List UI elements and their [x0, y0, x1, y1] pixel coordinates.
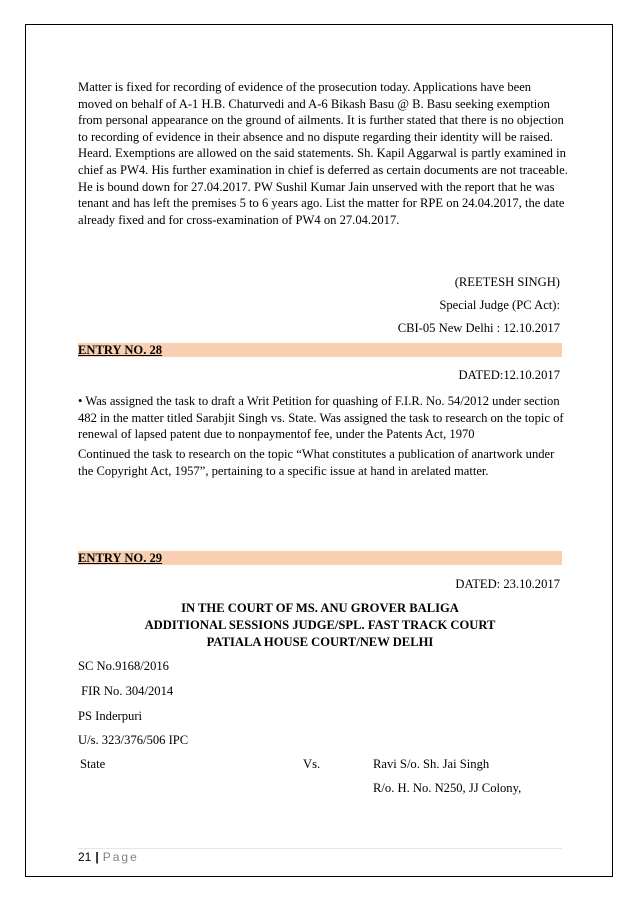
- signature-place-date: CBI-05 New Delhi : 12.10.2017: [397, 321, 560, 335]
- case-sc-no: SC No.9168/2016: [78, 659, 169, 673]
- entry-29-date: DATED: 23.10.2017: [455, 577, 560, 591]
- footer-divider: [78, 848, 562, 849]
- court-heading-line2: ADDITIONAL SESSIONS JUDGE/SPL. FAST TRACK COURT: [144, 618, 496, 632]
- entry-28-continued: Continued the task to research on the topic “What constitutes a publication of anartwork under the Copyright Act, 1957”, pertaining to a specific issue at hand in arelated matter.: [78, 447, 555, 478]
- entry-28-label: ENTRY NO. 28: [78, 343, 163, 357]
- entry-28-date: DATED:12.10.2017: [458, 368, 560, 382]
- party-accused: Ravi S/o. Sh. Jai Singh: [373, 757, 490, 771]
- signature-designation: Special Judge (PC Act):: [439, 298, 560, 312]
- case-police-station: PS Inderpuri: [78, 709, 143, 723]
- page-footer: [78, 850, 139, 864]
- page-label: Page: [102, 850, 139, 864]
- entry-29-label: ENTRY NO. 29: [78, 551, 163, 565]
- court-heading-line3: PATIALA HOUSE COURT/NEW DELHI: [206, 635, 434, 649]
- accused-address: R/o. H. No. N250, JJ Colony,: [373, 781, 522, 795]
- case-sections: U/s. 323/376/506 IPC: [78, 733, 189, 747]
- versus-label: Vs.: [303, 757, 321, 771]
- footer-separator: |: [95, 850, 99, 864]
- entry-28-bullet: • Was assigned the task to draft a Writ Petition for quashing of F.I.R. No. 54/2012 under section 482 in the matter titled Sarabjit Singh vs. State. Was assigned the task to research on the topic of renewal of lapsed patent due to nonpaymentof fee, under the Patents Act, 1970: [78, 394, 564, 442]
- case-fir-no: FIR No. 304/2014: [78, 684, 174, 698]
- page-number: 21: [78, 850, 92, 864]
- party-state: State: [80, 757, 106, 771]
- signature-name: (REETESH SINGH): [454, 275, 560, 289]
- paragraph-proceedings: Matter is fixed for recording of evidence of the prosecution today. Applications have been moved on behalf of A-1 H.B. Chaturvedi and A-6 Bikash Basu @ B. Basu seeking exemption from personal appearance on the ground of ailments. It is further stated that there is no objection to recording of evidence in their absence and no dispute regarding their identity will be raised. Heard. Exemptions are allowed on the said statements. Sh. Kapil Aggarwal is partly examined in chief as PW4. His further examination in chief is deferred as certain documents are not traceable. He is bound down for 27.04.2017. PW Sushil Kumar Jain unserved with the report that he was tenant and has left the premises 5 to 6 years ago. List the matter for RPE on 24.04.2017, the date already fixed and for cross-examination of PW4 on 27.04.2017.: [78, 80, 568, 227]
- court-heading-line1: IN THE COURT OF MS. ANU GROVER BALIGA: [181, 601, 459, 615]
